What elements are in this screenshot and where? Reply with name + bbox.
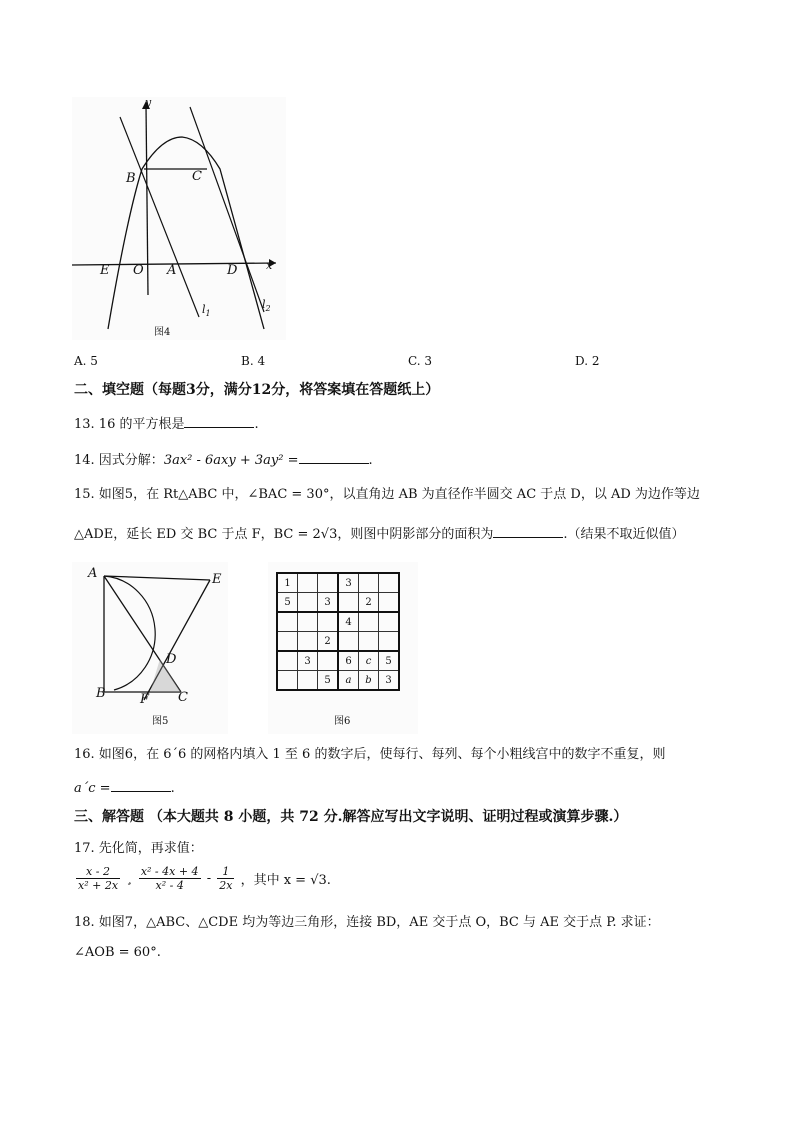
fig5-label-C: C — [178, 690, 188, 705]
grid-cell — [298, 612, 318, 632]
question-14 — [74, 450, 373, 470]
label-l2: $l_2$ — [262, 298, 271, 314]
fig5-label-A: A — [88, 566, 98, 581]
grid-cell: 3 — [379, 671, 400, 691]
grid-cell: 3 — [318, 593, 339, 613]
q17-fraction-2: $\frac{\text{x² - 4x + 4}}{\text{x² - 4}}$ — [140, 865, 199, 892]
grid-cell — [318, 573, 339, 593]
q15-line2-a: △ADE，延长 ED 交 BC 于点 F，BC = 2√3，则图中阴影部分的面积为 — [74, 527, 494, 542]
question-15-line-1: 15. 如图5，在 Rt△ABC 中，∠BAC = 30°，以直角边 AB 为直径作半圆交 AC 于点 D，以 AD 为边作等边 — [74, 487, 700, 502]
choice-a: A. 5 — [74, 354, 98, 368]
grid-cell — [338, 593, 359, 613]
figure-5-caption: 图5 — [152, 716, 169, 727]
grid-cell — [298, 593, 318, 613]
figure-4-graph — [72, 97, 286, 340]
grid-cell — [298, 573, 318, 593]
question-18-line-2: ∠AOB = 60°. — [74, 945, 161, 960]
figure-4 — [72, 97, 286, 340]
grid-cell — [379, 612, 400, 632]
grid-cell: 3 — [298, 651, 318, 671]
grid-cell — [298, 632, 318, 652]
grid-cell — [359, 632, 379, 652]
fig5-label-D: D — [166, 652, 177, 667]
question-16-line-2 — [74, 778, 175, 798]
grid-cell: 4 — [338, 612, 359, 632]
question-17-line-1: 17. 先化简，再求值： — [74, 841, 203, 856]
q15-answer-blank[interactable] — [493, 524, 563, 538]
label-y: y — [145, 96, 152, 109]
label-B: B — [126, 171, 136, 186]
question-15-line-2 — [74, 524, 685, 544]
grid-cell — [379, 593, 400, 613]
label-A: A — [167, 263, 177, 278]
grid-cell — [338, 632, 359, 652]
q17-fraction-3: $\frac{1}{2x}$ — [219, 865, 233, 892]
choice-c: C. 3 — [408, 354, 433, 368]
grid-cell — [359, 612, 379, 632]
fig5-label-B: B — [96, 686, 106, 701]
q16-line2-a: a´c = — [74, 781, 111, 796]
grid-cell — [298, 671, 318, 691]
q13-text: 13. 16 的平方根是 — [74, 417, 185, 432]
figure-6 — [268, 562, 418, 734]
q13-end: . — [254, 417, 259, 432]
grid-cell: b — [359, 671, 379, 691]
q16-answer-blank[interactable] — [111, 778, 171, 792]
grid-row — [277, 671, 399, 691]
grid-cell: 6 — [338, 651, 359, 671]
grid-cell — [277, 651, 298, 671]
q14-pre: 14. 因式分解： — [74, 453, 164, 468]
q17-op-1: ¸ — [126, 871, 133, 886]
grid-cell — [277, 612, 298, 632]
grid-row — [277, 573, 399, 593]
grid-cell — [277, 632, 298, 652]
q13-answer-blank[interactable] — [184, 414, 254, 428]
section-3-title: 三、解答题 （本大题共 8 小题，共 72 分.解答应写出文字说明、证明过程或演算步骤.） — [74, 809, 628, 825]
q14-answer-blank[interactable] — [299, 450, 369, 464]
grid-cell — [277, 671, 298, 691]
grid-cell: 2 — [359, 593, 379, 613]
grid-row — [277, 632, 399, 652]
label-l1: $l_1$ — [202, 303, 211, 319]
grid-cell: 5 — [277, 593, 298, 613]
question-17-expression — [74, 865, 331, 892]
q14-end: . — [368, 453, 373, 468]
q17-op-2: - — [206, 871, 212, 886]
figure-6-caption: 图6 — [334, 716, 351, 727]
question-16-line-1: 16. 如图6，在 6´6 的网格内填入 1 至 6 的数字后，使每行、每列、每个小粗线宫中的数字不重复，则 — [74, 747, 666, 762]
grid-cell — [318, 612, 339, 632]
q16-end: . — [170, 781, 175, 796]
choice-d: D. 2 — [575, 354, 600, 368]
fig5-label-F: F — [140, 692, 150, 707]
figure-4-caption: 图4 — [154, 327, 171, 338]
grid-cell — [359, 573, 379, 593]
grid-cell: 5 — [318, 671, 339, 691]
figure-5 — [72, 562, 228, 734]
question-18-line-1: 18. 如图7，△ABC、△CDE 均为等边三角形，连接 BD，AE 交于点 O，BC 与 AE 交于点 P. 求证： — [74, 915, 660, 930]
q14-expr: 3ax² - 6axy + 3ay² = — [163, 453, 299, 468]
figure-6-grid — [276, 572, 400, 691]
label-C: C — [192, 169, 202, 184]
grid-cell: 3 — [338, 573, 359, 593]
fig5-label-E: E — [212, 572, 222, 587]
grid-cell: c — [359, 651, 379, 671]
label-x: x — [266, 259, 273, 272]
grid-cell: 5 — [379, 651, 400, 671]
grid-cell — [379, 632, 400, 652]
label-D: D — [227, 263, 238, 278]
label-O: O — [133, 263, 144, 278]
grid-cell — [318, 651, 339, 671]
section-2-title: 二、填空题（每题3分，满分12分，将答案填在答题纸上） — [74, 382, 440, 398]
q15-line2-b: .（结果不取近似值） — [563, 527, 685, 542]
grid-row — [277, 612, 399, 632]
choice-b: B. 4 — [241, 354, 266, 368]
grid-cell: 2 — [318, 632, 339, 652]
grid-row — [277, 651, 399, 671]
figure-5-drawing — [72, 562, 228, 734]
grid-cell: a — [338, 671, 359, 691]
grid-cell: 1 — [277, 573, 298, 593]
grid-cell — [379, 573, 400, 593]
q17-fraction-1: $\frac{x - 2}{\text{x² + 2x}}$ — [78, 865, 119, 892]
label-E: E — [100, 263, 110, 278]
question-13 — [74, 414, 259, 434]
q17-tail: ，其中 x = √3. — [240, 873, 331, 888]
grid-row — [277, 593, 399, 613]
